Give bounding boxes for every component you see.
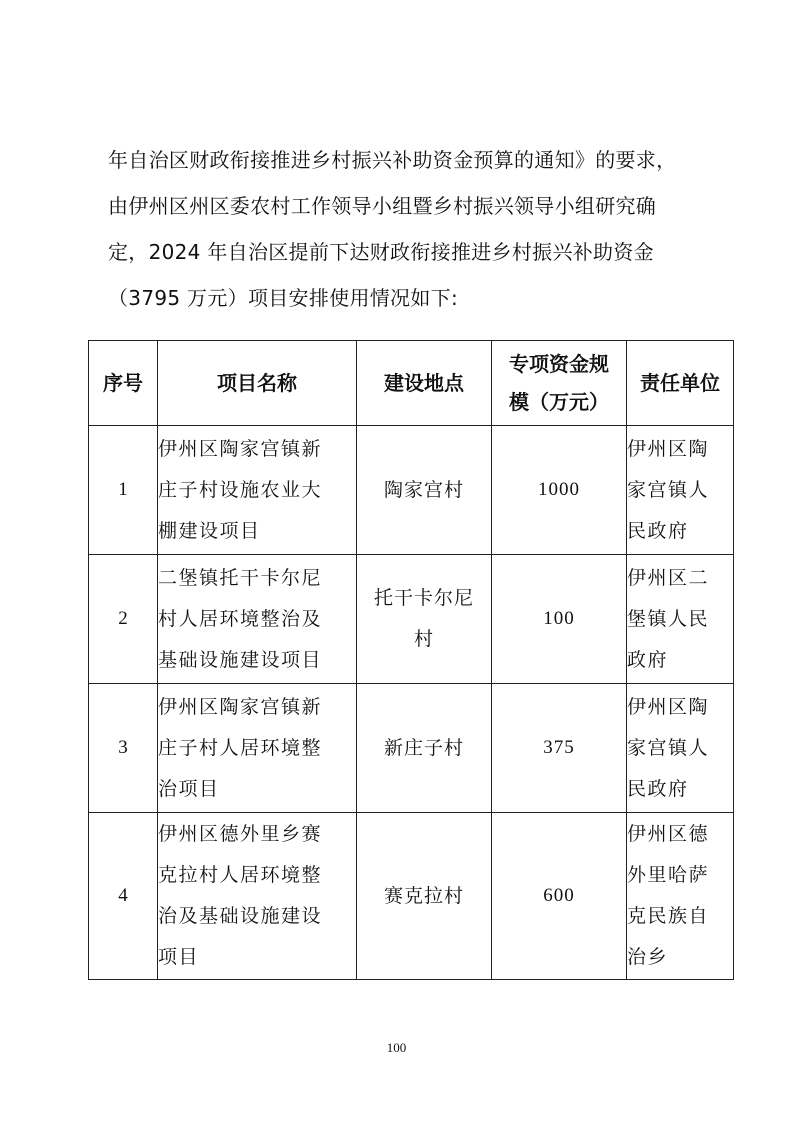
table-row xyxy=(89,555,734,684)
cell-text-line: 堡镇人民 xyxy=(627,607,710,630)
cell-text-line: 棚建设项目 xyxy=(158,519,261,542)
page-number: 100 xyxy=(386,1040,407,1055)
paragraph-line-1: 年自治区财政衔接推进乡村振兴补助资金预算的通知》的要求， xyxy=(108,148,677,172)
cell-text-line: 赛克拉村 xyxy=(383,884,464,907)
cell-fund-scale: 375 xyxy=(492,684,627,813)
cell-responsible-unit xyxy=(627,426,734,555)
cell-location xyxy=(357,555,492,684)
cell-location xyxy=(357,426,492,555)
cell-text-line: 伊州区二 xyxy=(627,566,710,589)
cell-responsible-unit xyxy=(627,555,734,684)
cell-text-line: 伊州区德 xyxy=(627,823,710,845)
header-responsible-unit: 责任单位 xyxy=(627,341,734,426)
cell-text-line: 治及基础设施建设 xyxy=(158,905,323,927)
cell-text-line: 伊州区陶 xyxy=(627,437,710,460)
header-seq: 序号 xyxy=(89,341,158,426)
cell-text-line: 克拉村人居环境整 xyxy=(158,864,323,886)
cell-text-line: 克民族自 xyxy=(627,905,710,927)
cell-location xyxy=(357,813,492,980)
cell-seq: 3 xyxy=(89,684,158,813)
paragraph-line-3: 定，2024 年自治区提前下达财政衔接推进乡村振兴补助资金 xyxy=(108,240,654,264)
header-fund-scale xyxy=(492,341,627,426)
table-header-row xyxy=(89,341,734,426)
project-table xyxy=(88,340,734,980)
cell-text-line: 托干卡尔尼 xyxy=(373,587,474,609)
cell-text-line: 村 xyxy=(413,628,434,650)
cell-text-line: 民政府 xyxy=(627,519,689,542)
cell-fund-scale: 1000 xyxy=(492,426,627,555)
table-row xyxy=(89,426,734,555)
cell-text-line: 项目 xyxy=(158,946,200,968)
cell-text-line: 新庄子村 xyxy=(383,736,464,759)
cell-fund-scale: 100 xyxy=(492,555,627,684)
cell-text-line: 基础设施建设项目 xyxy=(158,648,323,671)
cell-project-name xyxy=(158,813,357,980)
cell-text-line: 民政府 xyxy=(627,777,689,800)
paragraph-line-4: （3795 万元）项目安排使用情况如下: xyxy=(108,286,458,310)
cell-text-line: 庄子村设施农业大 xyxy=(158,478,323,501)
cell-text-line: 二堡镇托干卡尔尼 xyxy=(158,566,323,589)
cell-seq: 1 xyxy=(89,426,158,555)
cell-project-name xyxy=(158,426,357,555)
cell-text-line: 陶家宫村 xyxy=(383,478,464,501)
header-project-name: 项目名称 xyxy=(158,341,357,426)
cell-text-line: 伊州区德外里乡赛 xyxy=(158,823,323,845)
paragraph-line-2: 由伊州区州区委农村工作领导小组暨乡村振兴领导小组研究确 xyxy=(108,194,657,218)
cell-project-name xyxy=(158,684,357,813)
cell-text-line: 外里哈萨 xyxy=(627,864,710,886)
cell-text-line: 伊州区陶家宫镇新 xyxy=(158,695,323,718)
cell-text-line: 伊州区陶家宫镇新 xyxy=(158,437,323,460)
cell-seq: 4 xyxy=(89,813,158,980)
cell-text-line: 治项目 xyxy=(158,777,220,800)
table-row xyxy=(89,684,734,813)
cell-text-line: 伊州区陶 xyxy=(627,695,710,718)
cell-text-line: 政府 xyxy=(627,648,669,671)
cell-text-line: 村人居环境整治及 xyxy=(158,607,323,630)
cell-text-line: 家宫镇人 xyxy=(627,478,710,501)
cell-seq: 2 xyxy=(89,555,158,684)
cell-text-line: 庄子村人居环境整 xyxy=(158,736,323,759)
cell-responsible-unit xyxy=(627,684,734,813)
header-location: 建设地点 xyxy=(357,341,492,426)
cell-fund-scale: 600 xyxy=(492,813,627,980)
cell-text-line: 治乡 xyxy=(627,946,669,968)
table-row xyxy=(89,813,734,980)
cell-text-line: 家宫镇人 xyxy=(627,736,710,759)
cell-location xyxy=(357,684,492,813)
header-fund-scale-line-1: 专项资金规 xyxy=(509,352,609,376)
cell-responsible-unit xyxy=(627,813,734,980)
body-paragraph xyxy=(108,137,708,321)
header-fund-scale-line-2: 模（万元） xyxy=(509,390,609,414)
cell-project-name xyxy=(158,555,357,684)
